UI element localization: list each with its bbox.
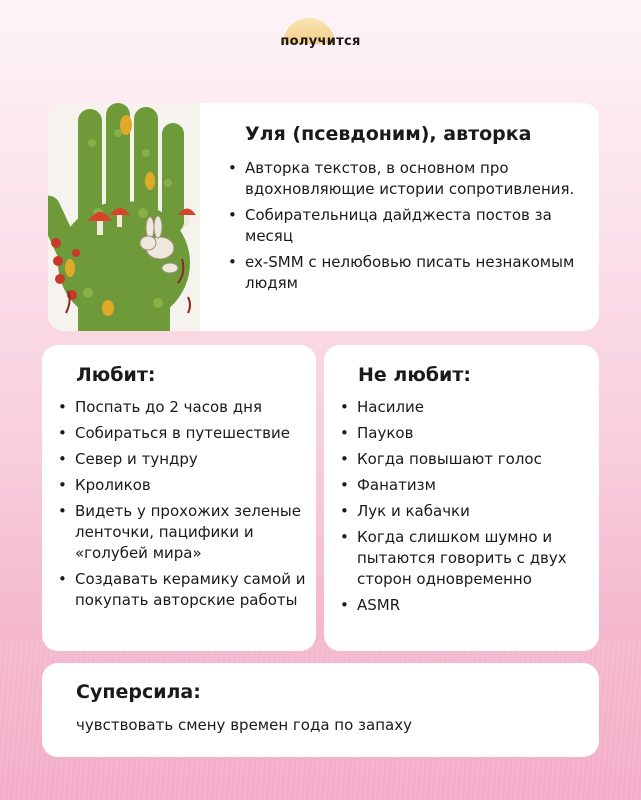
superpower-title: Суперсила: — [76, 681, 201, 703]
dislikes-item: • Лук и кабачки — [340, 501, 590, 522]
likes-card — [42, 345, 316, 651]
brand-logo — [0, 16, 641, 52]
likes-item: • Поспать до 2 часов дня — [58, 397, 308, 418]
brand-name: получится — [280, 34, 361, 49]
likes-title: Любит: — [76, 364, 156, 386]
dislikes-item: • Фанатизм — [340, 475, 590, 496]
bio-item: • Собирательница дайджеста постов за месяц — [228, 205, 578, 247]
bio-item: • ex-SMM с нелюбовью писать незнакомым людям — [228, 252, 578, 294]
likes-item: • Собираться в путешествие — [58, 423, 308, 444]
likes-item: • Видеть у прохожих зеленые ленточки, пацифики и «голубей мира» — [58, 501, 308, 564]
superpower-card — [42, 663, 599, 757]
dislikes-item: • Насилие — [340, 397, 590, 418]
dislikes-item: • Пауков — [340, 423, 590, 444]
dislikes-item: • ASMR — [340, 595, 590, 616]
superpower-text: чувствовать смену времен года по запаху — [76, 716, 412, 734]
likes-item: • Создавать керамику самой и покупать авторские работы — [58, 569, 308, 611]
dislikes-item: • Когда слишком шумно и пытаются говорить с двух сторон одновременно — [340, 527, 590, 590]
green-hand-illustration — [48, 103, 200, 331]
likes-item: • Кроликов — [58, 475, 308, 496]
dislikes-title: Не любит: — [358, 364, 471, 386]
bio-title: Уля (псевдоним), авторка — [245, 123, 532, 145]
bio-card — [48, 103, 599, 331]
bio-item: • Авторка текстов, в основном про вдохновляющие истории сопротивления. — [228, 158, 578, 200]
bio-list — [228, 158, 578, 299]
dislikes-item: • Когда повышают голос — [340, 449, 590, 470]
likes-item: • Север и тундру — [58, 449, 308, 470]
likes-list — [58, 397, 308, 616]
dislikes-card — [324, 345, 599, 651]
dislikes-list — [340, 397, 590, 621]
